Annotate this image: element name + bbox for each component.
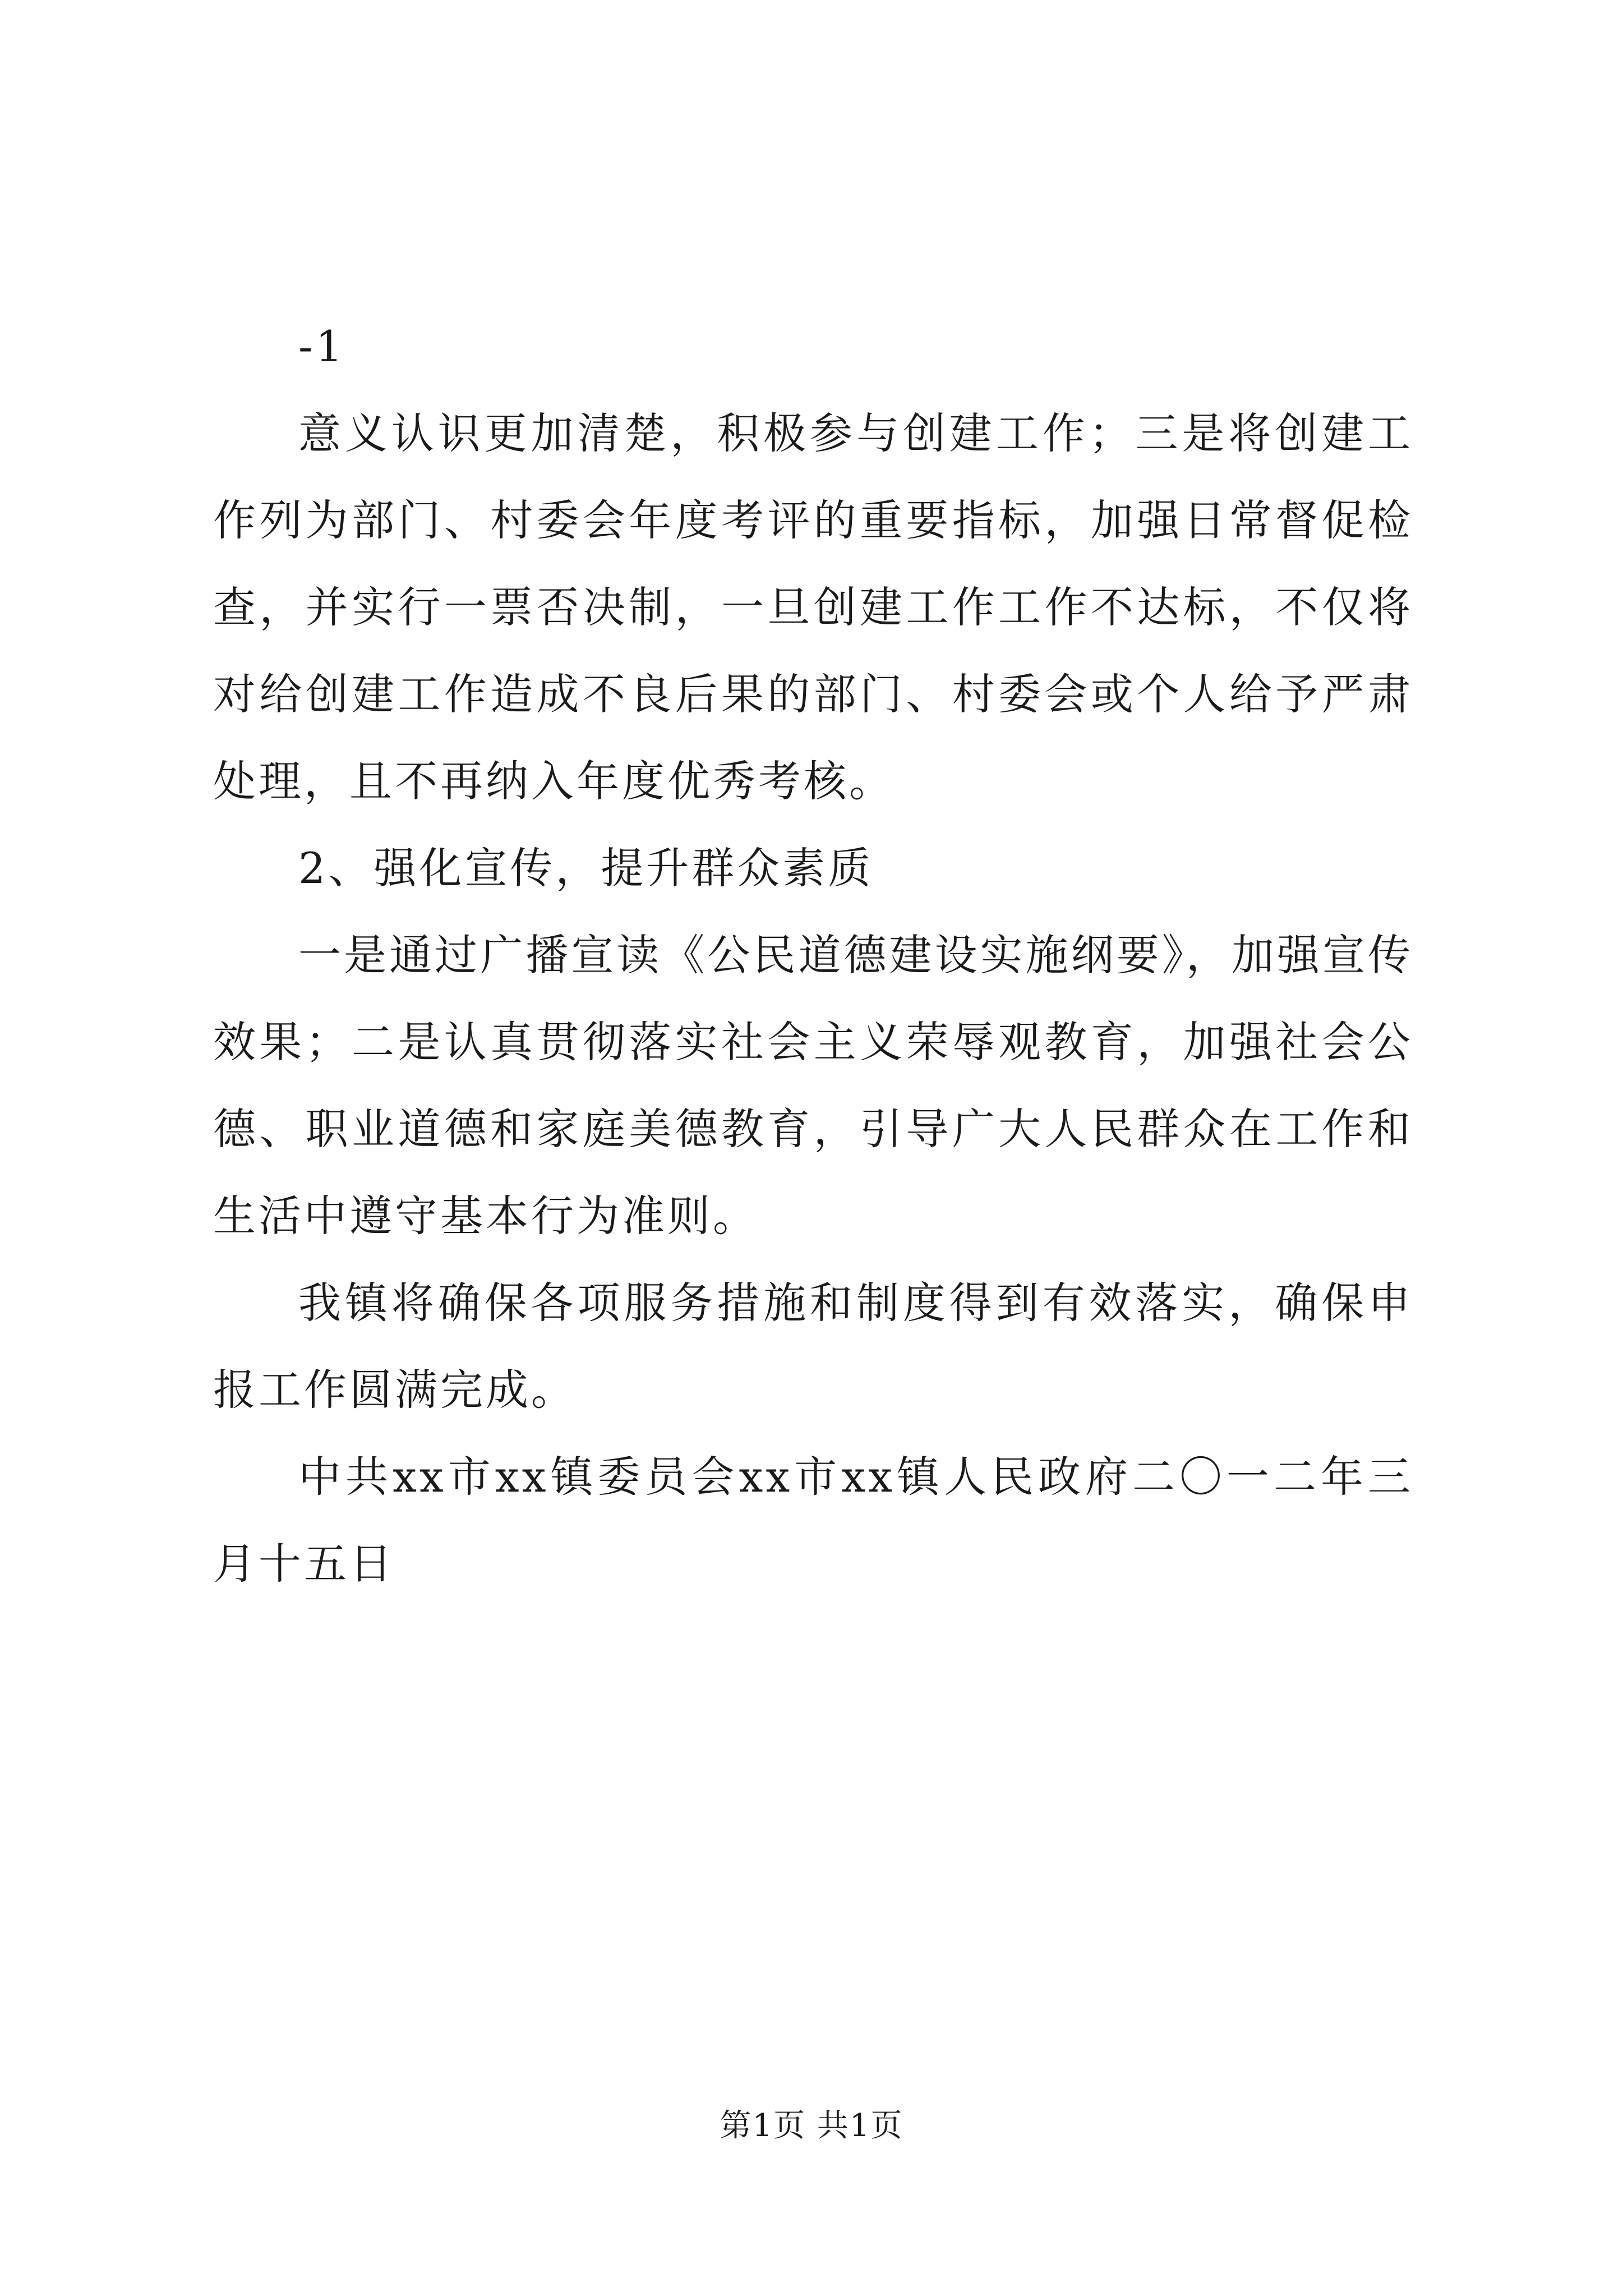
section-heading-publicity: 2、强化宣传，提升群众素质 (298, 843, 874, 893)
paragraph-assessment: 意义认识更加清楚，积极参与创建工作；三是将创建工作列为部门、村委会年度考评的重要指标，加强日常督促检查，并实行一票否决制，一旦创建工作工作不达标，不仅将对给创建工作造成不良后果的部门、村委会或个人给予严肃处理，且不再纳入年度优秀考核。 (213, 408, 1413, 806)
document-body (213, 303, 1413, 1607)
page-footer: 第1页 共1页 (720, 2108, 903, 2144)
paragraph-publicity: 一是通过广播宣读《公民道德建设实施纲要》，加强宣传效果；二是认真贯彻落实社会主义荣辱观教育，加强社会公德、职业道德和家庭美德教育，引导广大人民群众在工作和生活中遵守基本行为准则。 (213, 930, 1413, 1241)
paragraph-conclusion: 我镇将确保各项服务措施和制度得到有效落实，确保申报工作圆满完成。 (213, 1278, 1413, 1415)
page-number-marker: -1 (298, 321, 346, 371)
signature-date: 中共xx市xx镇委员会xx市xx镇人民政府二〇一二年三月十五日 (213, 1452, 1413, 1589)
